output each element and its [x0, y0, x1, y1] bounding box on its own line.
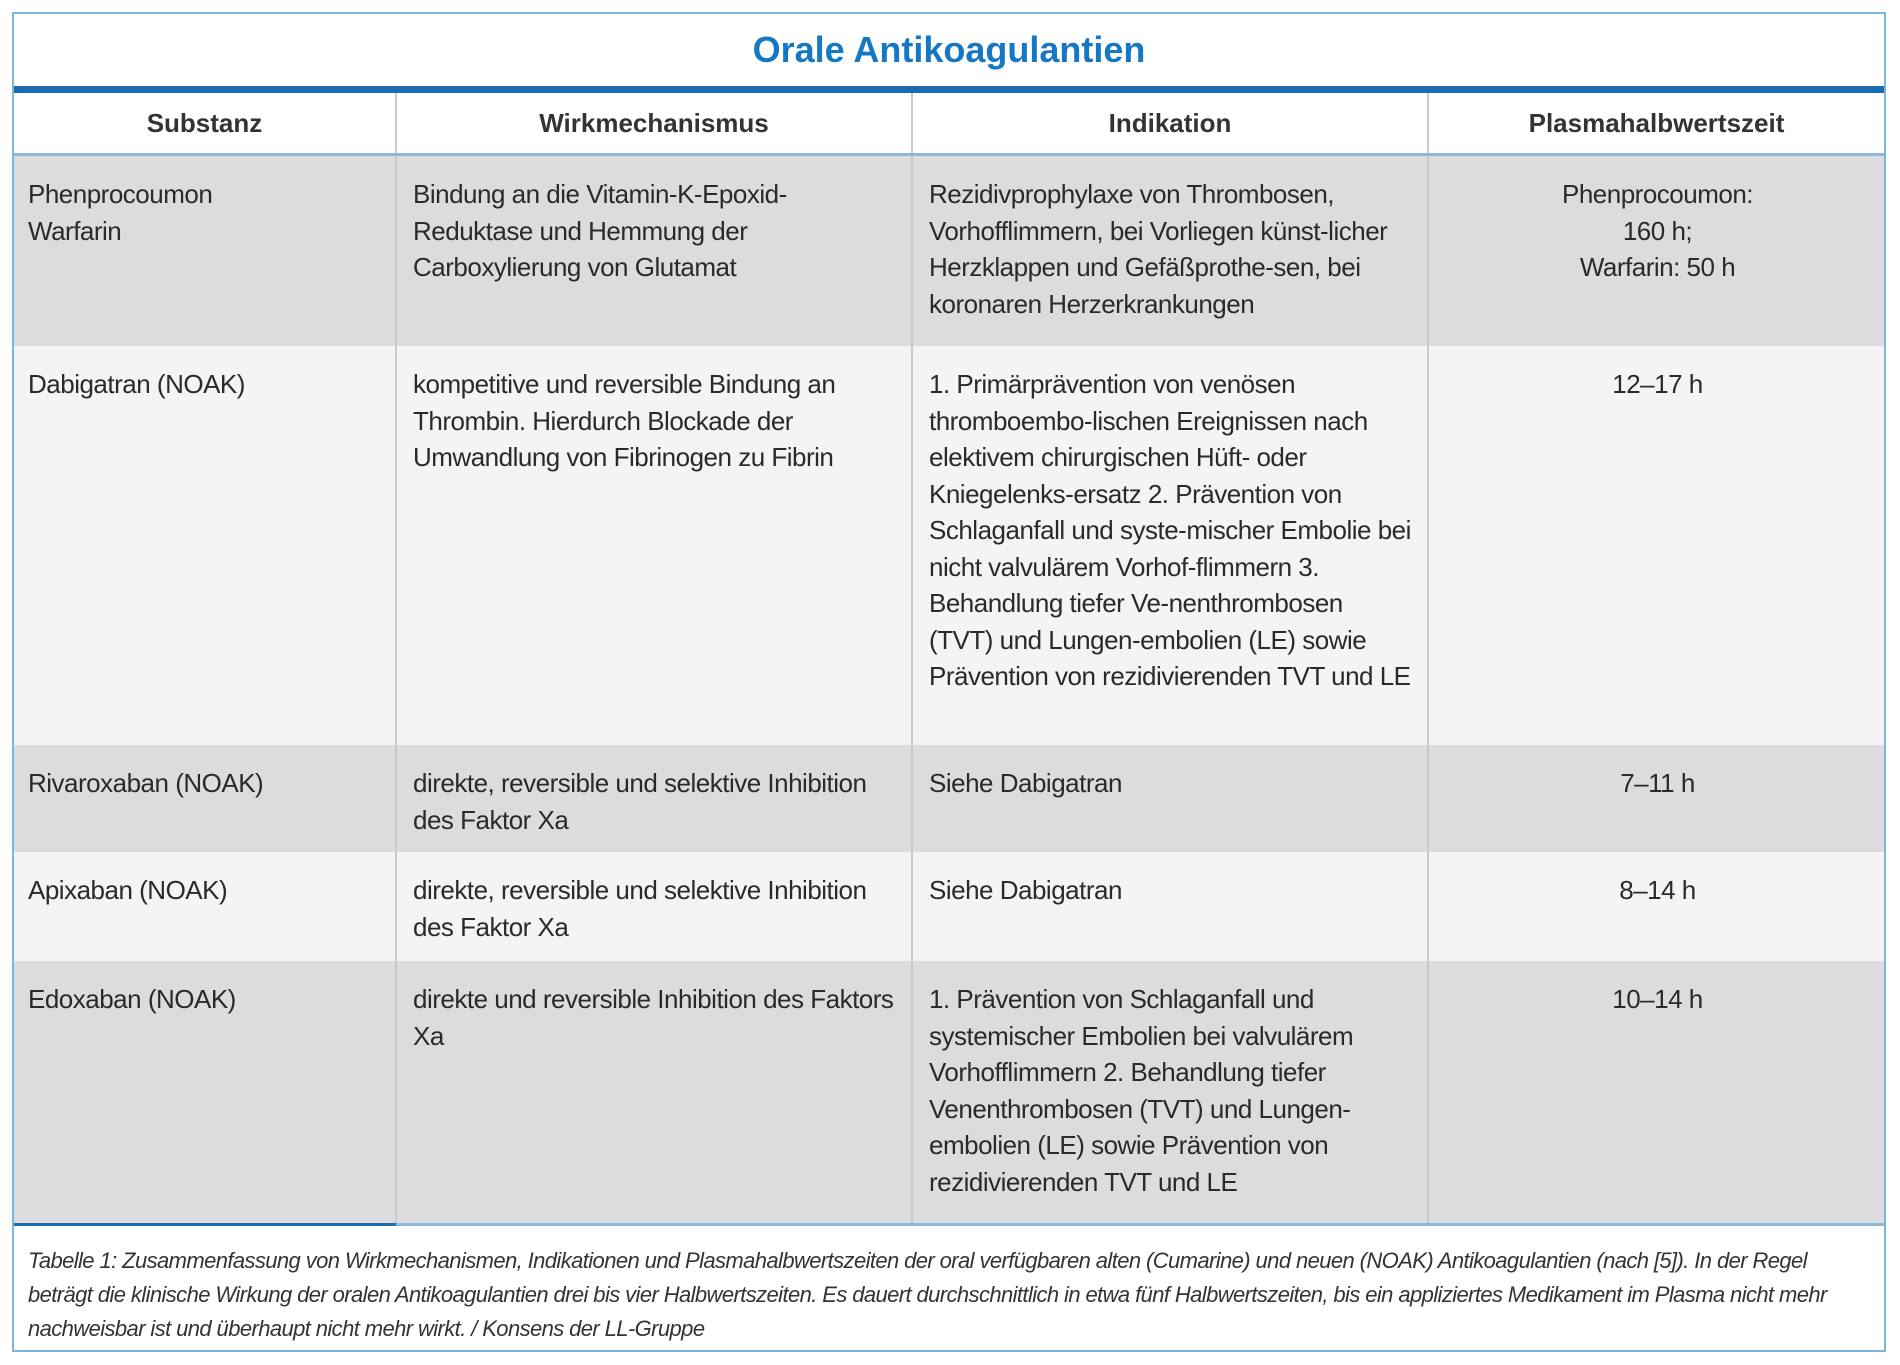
cell-indikation: Rezidivprophylaxe von Thrombosen, Vorhofflimmern, bei Vorliegen künst-licher Herzklappen und Gefäßprothe-sen, bei koronaren Herzerkrankungen	[912, 155, 1428, 347]
cell-indikation: 1. Primärprävention von venösen thromboembo-lischen Ereignissen nach elektivem chirurgischen Hüft- oder Kniegelenks-ersatz 2. Prävention von Schlaganfall und syste-mischer Embolie bei nicht valvulärem Vorhof-flimmern 3. Behandlung tiefer Ve-nenthrombosen (TVT) und Lungen-embolien (LE) sowie Prävention von rezidivierenden TVT und LE	[912, 346, 1428, 745]
cell-substanz: Dabigatran (NOAK)	[14, 346, 396, 745]
cell-wirkmechanismus: direkte, reversible und selektive Inhibition des Faktor Xa	[396, 745, 912, 852]
column-header-wirkmechanismus: Wirkmechanismus	[396, 93, 912, 155]
table-row	[14, 745, 1884, 852]
cell-wirkmechanismus: direkte und reversible Inhibition des Faktors Xa	[396, 961, 912, 1223]
cell-indikation: Siehe Dabigatran	[912, 745, 1428, 852]
title-divider	[14, 86, 1884, 93]
table-row	[14, 155, 1884, 347]
table-row	[14, 852, 1884, 961]
table-title: Orale Antikoagulantien	[752, 29, 1146, 70]
column-header-indikation: Indikation	[912, 93, 1428, 155]
table-caption: Tabelle 1: Zusammenfassung von Wirkmechanismen, Indikationen und Plasmahalbwertszeiten der oral verfügbaren alten (Cumarine) und neuen (NOAK) Antikoagulantien (nach [5]). In der Regel beträgt die klinische Wirkung der oralen Antikoagulantien drei bis vier Halbwertszeiten. Es dauert durchschnittlich in etwa fünf Halbwertszeiten, bis ein appliziertes Medikament im Plasma nicht mehr nachweisbar ist und überhaupt nicht mehr wirkt. / Konsens der LL-Gruppe	[28, 1248, 1827, 1341]
header-row	[14, 93, 1884, 155]
cell-substanz: Apixaban (NOAK)	[14, 852, 396, 961]
cell-halbwertszeit: 10–14 h	[1428, 961, 1884, 1223]
cell-halbwertszeit: Phenprocoumon: 160 h; Warfarin: 50 h	[1428, 155, 1884, 347]
cell-wirkmechanismus: kompetitive und reversible Bindung an Thrombin. Hierdurch Blockade der Umwandlung von Fibrinogen zu Fibrin	[396, 346, 912, 745]
cell-substanz: Phenprocoumon Warfarin	[14, 155, 396, 347]
cell-halbwertszeit: 12–17 h	[1428, 346, 1884, 745]
anticoagulant-table	[14, 93, 1884, 1223]
cell-indikation: Siehe Dabigatran	[912, 852, 1428, 961]
cell-halbwertszeit: 8–14 h	[1428, 852, 1884, 961]
column-header-plasmahalbwertszeit: Plasmahalbwertszeit	[1428, 93, 1884, 155]
cell-wirkmechanismus: Bindung an die Vitamin-K-Epoxid-Reduktase und Hemmung der Carboxylierung von Glutamat	[396, 155, 912, 347]
table-row	[14, 346, 1884, 745]
cell-substanz: Rivaroxaban (NOAK)	[14, 745, 396, 852]
cell-wirkmechanismus: direkte, reversible und selektive Inhibition des Faktor Xa	[396, 852, 912, 961]
column-header-substanz: Substanz	[14, 93, 396, 155]
table-frame	[12, 12, 1886, 1352]
cell-substanz: Edoxaban (NOAK)	[14, 961, 396, 1223]
table-row	[14, 961, 1884, 1223]
cell-indikation: 1. Prävention von Schlaganfall und systemischer Embolien bei valvulärem Vorhofflimmern 2. Behandlung tiefer Venenthrombosen (TVT) und Lungen-embolien (LE) sowie Prävention von rezidivierenden TVT und LE	[912, 961, 1428, 1223]
cell-halbwertszeit: 7–11 h	[1428, 745, 1884, 852]
